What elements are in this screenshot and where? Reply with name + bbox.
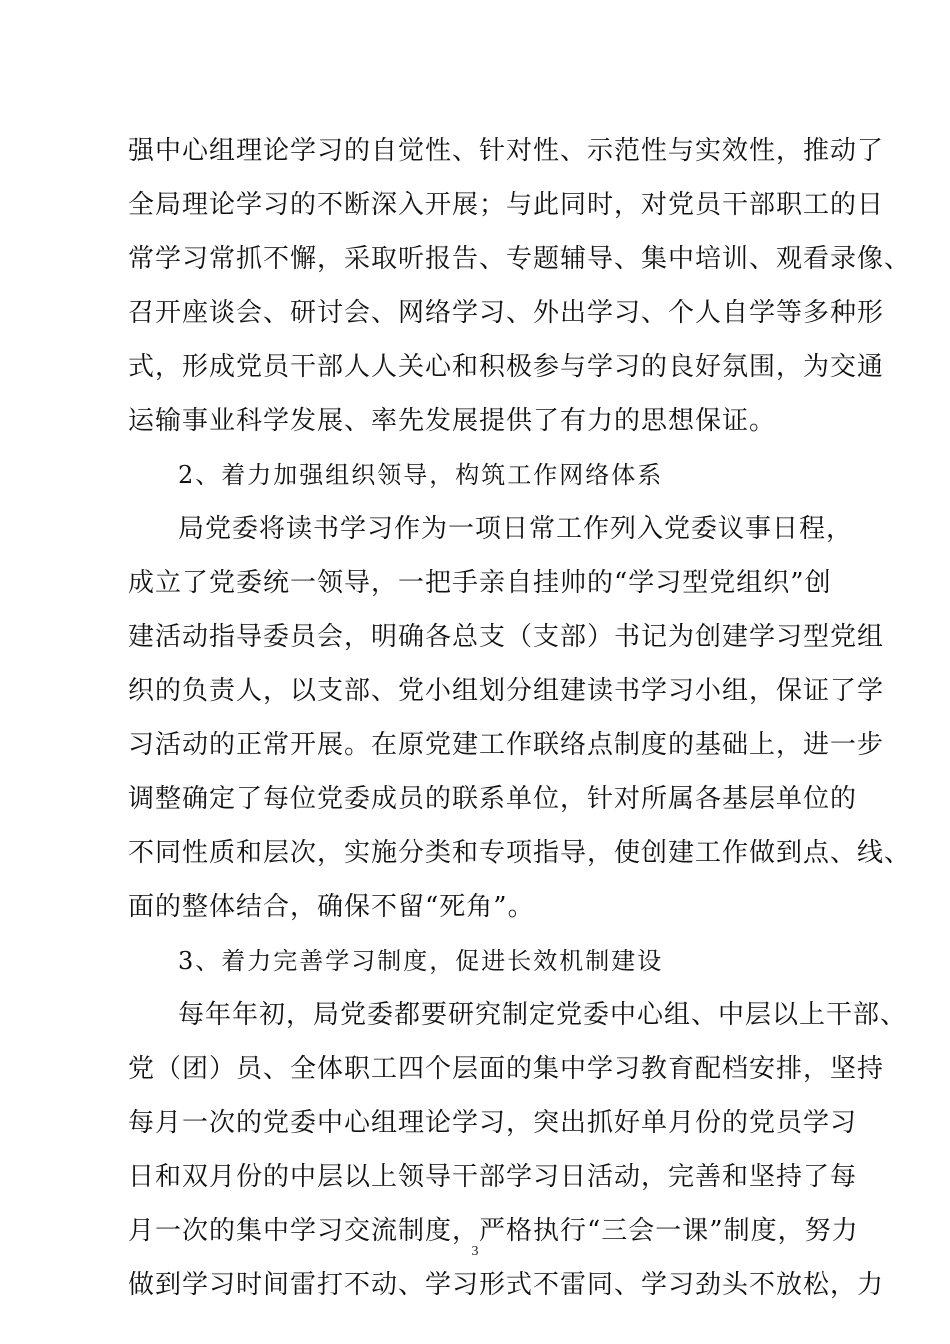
text-line-6: 运输事业科学发展、率先发展提供了有力的思想保证。 [128,406,777,436]
text-line-9: 成立了党委统一领导，一把手亲自挂帅的“学习型党组织”创 [128,568,832,598]
text-line-22: 做到学习时间雷打不动、学习形式不雷同、学习劲头不放松，力 [128,1270,885,1300]
page-number: 3 [471,1244,479,1259]
text-line-15: 面的整体结合，确保不留“死角”。 [128,892,535,922]
text-line-10: 建活动指导委员会，明确各总支（支部）书记为创建学习型党组 [128,622,885,652]
text-line-20: 日和双月份的中层以上领导干部学习日活动，完善和坚持了每 [128,1162,858,1192]
text-line-3: 常学习常抓不懈，采取听报告、专题辅导、集中培训、观看录像、 [128,244,912,274]
text-line-21: 月一次的集中学习交流制度，严格执行“三会一课”制度，努力 [128,1216,859,1246]
text-line-19: 每月一次的党委中心组理论学习，突出抓好单月份的党员学习 [128,1108,858,1138]
text-line-1: 强中心组理论学习的自觉性、针对性、示范性与实效性，推动了 [128,136,885,166]
text-line-18: 党（团）员、全体职工四个层面的集中学习教育配档安排，坚持 [128,1054,885,1084]
text-line-5: 式，形成党员干部人人关心和积极参与学习的良好氛围，为交通 [128,352,885,382]
text-line-4: 召开座谈会、研讨会、网络学习、外出学习、个人自学等多种形 [128,298,885,328]
text-line-13: 调整确定了每位党委成员的联系单位，针对所属各基层单位的 [128,784,858,814]
section-heading-3: 3、着力完善学习制度，促进长效机制建设 [178,947,664,975]
text-line-2: 全局理论学习的不断深入开展；与此同时，对党员干部职工的日 [128,190,885,220]
section-heading-2: 2、着力加强组织领导，构筑工作网络体系 [178,461,664,489]
text-line-12: 习活动的正常开展。在原党建工作联络点制度的基础上，进一步 [128,730,885,760]
text-line-14: 不同性质和层次，实施分类和专项指导，使创建工作做到点、线、 [128,838,912,868]
text-line-11: 织的负责人，以支部、党小组划分组建读书学习小组，保证了学 [128,676,885,706]
text-line-8: 局党委将读书学习作为一项日常工作列入党委议事日程， [178,514,854,544]
body-text [128,124,912,1312]
text-line-17: 每年年初，局党委都要研究制定党委中心组、中层以上干部、 [178,1000,908,1030]
